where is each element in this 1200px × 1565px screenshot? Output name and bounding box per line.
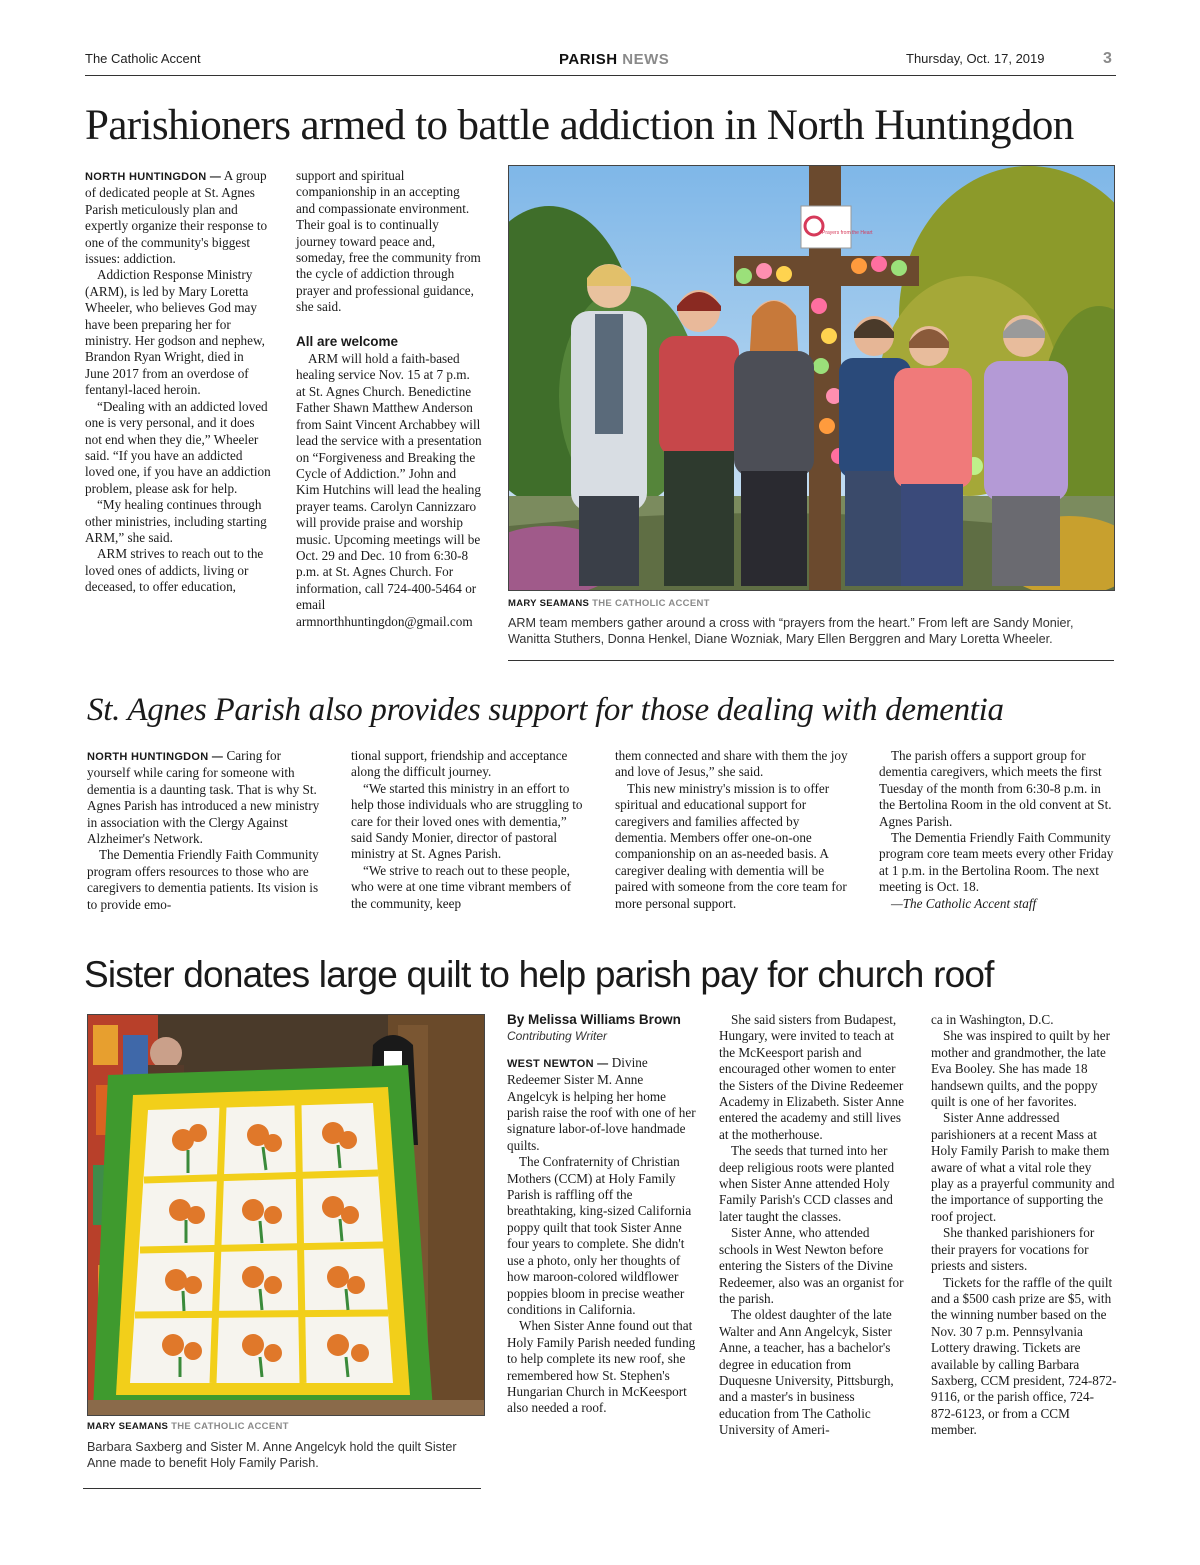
story1-paragraph: ARM will hold a faith-based healing service Nov. 15 at 7 p.m. at St. Agnes Church. Benedictine Father Shawn Matthew Anderson from Saint Vincent Archabbey will lead the service with a presentation on “Forgiveness and Breaking the Cycle of Addiction.” John and Kim Hutchins will lead the healing prayer teams. Carolyn Cannizzaro will provide praise and worship music. Upcoming meetings will be Oct. 29 and Dec. 10 from 6:30-8 p.m. at St. Agnes Church. For information, call 724-400-5464 or email armnorthhuntingdon@gmail.com [296, 351, 482, 629]
story2-paragraph: tional support, friendship and acceptance along the difficult journey. [351, 748, 568, 780]
story3-paragraph: ca in Washington, D.C. [931, 1012, 1054, 1027]
story3-paragraph: She thanked parishioners for their prayers for vocations for priests and sisters. [931, 1225, 1095, 1274]
page-number: 3 [1103, 50, 1112, 67]
story1-caption-rule [508, 660, 1114, 661]
story3-paragraph: Divine Redeemer Sister M. Anne Angelcyk is helping her home parish raise the roof with one of her signature labor-of-love handmade quilts. [507, 1054, 696, 1153]
story1-column-1 [85, 168, 271, 596]
story3-paragraph: Sister Anne, who attended schools in West Newton before entering the Sisters of the Divine Redeemer, also was an organist for the parish. [719, 1225, 904, 1306]
story1-paragraph: “Dealing with an addicted loved one is very personal, and it does not end when they die,” Wheeler said. “If you have an addicted loved one, if you have an addiction problem, please ask for help. [85, 398, 271, 496]
section-tag-bold: PARISH [559, 51, 618, 68]
story3-paragraph: Tickets for the raffle of the quilt and a $500 cash prize are $5, with the winning number based on the Nov. 30 7 p.m. Pennsylvania Lottery drawing. Tickets are available by calling Barbara Saxberg, CCM president, 724-872-9116, or the parish office, 724-872-6123, or from a CCM member. [931, 1274, 1117, 1438]
publication-name: The Catholic Accent [85, 51, 201, 66]
story3-photo-credit-org: THE CATHOLIC ACCENT [171, 1421, 289, 1432]
issue-date: Thursday, Oct. 17, 2019 [906, 51, 1045, 66]
story2-signature: —The Catholic Accent staff [891, 895, 1037, 911]
story1-headline: Parishioners armed to battle addiction in North Huntingdon [85, 102, 1074, 149]
arm-team-photo-drawing [509, 166, 1114, 590]
story3-paragraph: The Confraternity of Christian Mothers (CCM) at Holy Family Parish is raffling off the breathtaking, king-sized California poppy quilt that took Sister Anne four years to complete. She didn't use a photo, only her thoughts of how maroon-colored wildflower poppies bloom in precise weather conditions in California. [507, 1154, 692, 1317]
story1-photo-credit-org: THE CATHOLIC ACCENT [592, 598, 710, 609]
story3-paragraph: She was inspired to quilt by her mother and grandmother, the late Eva Booley. She has made 18 handsewn quilts, and the poppy quilt is one of her favorites. [931, 1028, 1111, 1110]
story1-photo-credit [508, 598, 710, 609]
story1-dateline: NORTH HUNTINGDON — [85, 171, 222, 183]
story3-paragraph: Sister Anne addressed parishioners at a recent Mass at Holy Family Parish to make them aware of what a vital role they play as a prayerful community and the importance of supporting the roof project. [931, 1110, 1115, 1224]
story2-paragraph: “We strive to reach out to these people, who were at one time vibrant members of the community, keep [351, 862, 572, 911]
story1-column-2 [296, 168, 482, 630]
section-tag-grey: NEWS [622, 51, 670, 68]
story2-paragraph: The Dementia Friendly Faith Community program offers resources to those who are caregivers to dementia patients. Its vision is to provide emo- [87, 847, 319, 912]
story2-paragraph: This new ministry's mission is to offer spiritual and educational support for caregivers and families affected by dementia. Members offer one-on-one companionship on an as-needed basis. A caregiver dealing with dementia will be paired with someone from the core team for more personal support. [615, 780, 847, 911]
story1-paragraph: A group of dedicated people at St. Agnes Parish meticulously plan and expertly organize their response to one of the community's biggest issues: addiction. [85, 168, 268, 267]
story3-paragraph: The oldest daughter of the late Walter and Ann Angelcyk, Sister Anne, a teacher, has a bachelor's degree in education from Duquesne University, Pittsburgh, and a master's in business education from The Catholic University of Ameri- [719, 1307, 894, 1438]
story1-paragraph: Addiction Response Ministry (ARM), is led by Mary Loretta Wheeler, who believes God may have been preparing her for ministry. Her godson and nephew, Brandon Ryan Wright, died in June 2017 from an overdose of fentanyl-laced heroin. [85, 267, 265, 398]
story1-photo-caption: ARM team members gather around a cross with “prayers from the heart.” From left are Sandy Monier, Wanitta Stuthers, Donna Henkel, Diane Wozniak, Mary Ellen Berggren and Mary Loretta Wheeler. [508, 616, 1074, 646]
story1-paragraph: ARM strives to reach out to the loved ones of addicts, living or deceased, to offer education, [85, 546, 264, 595]
story3-paragraph: The seeds that turned into her deep religious roots were planted when Sister Anne attended Holy Family Parish's CCD classes and later taught the classes. [719, 1143, 895, 1224]
story2-column-3 [615, 748, 853, 912]
story3-column-2 [719, 1012, 907, 1439]
story2-headline: St. Agnes Parish also provides support for those dealing with dementia [87, 692, 1004, 728]
story1-paragraph: “My healing continues through other ministries, including starting ARM,” she said. [85, 497, 267, 545]
story2-dateline: NORTH HUNTINGDON — [87, 751, 224, 763]
section-tag [559, 51, 669, 68]
story3-paragraph: She said sisters from Budapest, Hungary, were invited to teach at the McKeesport parish and encouraged other women to enter the Sisters of the Divine Redeemer Academy in Elizabeth. Sister Anne entered the academy and still lives at the motherhouse. [719, 1012, 904, 1142]
quilt-photo-drawing [88, 1015, 484, 1415]
story3-headline: Sister donates large quilt to help parish pay for church roof [84, 954, 994, 995]
sign-text: Prayers from the Heart [822, 230, 873, 236]
quilt-photo [87, 1014, 485, 1416]
story2-column-4 [879, 748, 1117, 912]
story3-photo-credit-name: MARY SEAMANS [87, 1421, 169, 1432]
story2-paragraph: The parish offers a support group for dementia caregivers, which meets the first Tuesday of the month from 6:30-8 p.m. in the Bertolina Room in the old convent at St. Agnes Parish. [879, 748, 1112, 829]
story1-subhead: All are welcome [296, 333, 399, 349]
story1-photo-credit-name: MARY SEAMANS [508, 598, 590, 609]
story3-caption-rule [83, 1488, 481, 1489]
story3-paragraph: When Sister Anne found out that Holy Family Parish needed funding to help complete its new roof, she remembered how St. Stephen's Hungarian Church in McKeesport also needed a roof. [507, 1318, 696, 1416]
arm-team-photo [508, 165, 1115, 591]
story3-photo-credit [87, 1421, 289, 1432]
header-rule [85, 75, 1116, 76]
story3-byline-title: Contributing Writer [507, 1029, 608, 1044]
story2-paragraph: them connected and share with them the joy and love of Jesus,” she said. [615, 748, 848, 780]
story3-column-3 [931, 1012, 1117, 1439]
story2-column-1 [87, 748, 325, 913]
story3-photo-caption: Barbara Saxberg and Sister M. Anne Angelcyk hold the quilt Sister Anne made to benefit Holy Family Parish. [87, 1440, 457, 1470]
story2-paragraph: “We started this ministry in an effort to help those individuals who are struggling to care for their loved ones with dementia,” said Sandy Monier, director of pastoral ministry at St. Agnes Parish. [351, 780, 583, 862]
story3-dateline: WEST NEWTON — [507, 1057, 609, 1070]
story3-column-1 [507, 1012, 697, 1417]
story2-column-2 [351, 748, 589, 912]
story2-paragraph: The Dementia Friendly Faith Community program core team meets every other Friday at 1 p.m. in the Bertolina Room. The next meeting is Oct. 18. [879, 830, 1114, 895]
story3-byline: By Melissa Williams Brown [507, 1012, 681, 1027]
story2-paragraph: Caring for yourself while caring for someone with dementia is a daunting task. That is why St. Agnes Parish has introduced a new ministry in association with the Clergy Against Alzheimer's Network. [87, 748, 320, 847]
story1-paragraph: support and spiritual companionship in an accepting and compassionate environment. Their goal is to continually journey toward peace and, someday, free the community from the cycle of addiction through prayer and professional guidance, she said. [296, 168, 481, 315]
